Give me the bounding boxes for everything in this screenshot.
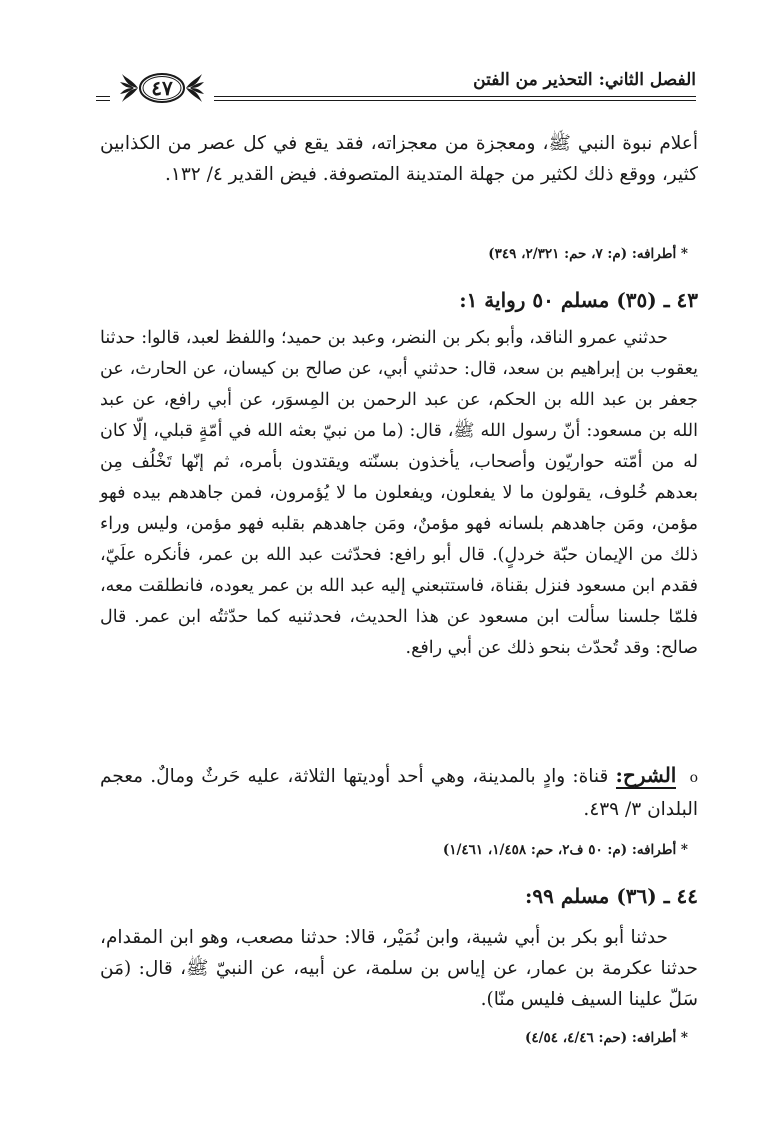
header-rule (214, 96, 696, 97)
intro-paragraph: أعلام نبوة النبي ﷺ، ومعجزة من معجزاته، فقد يقع في كل عصر من الكذابين كثير، ووقع ذلك لكثير من جهلة المتدينة المتصوفة. فيض القدير ٤/ ١٣٢. (100, 133, 698, 185)
chapter-title: الفصل الثاني: التحذير من الفتن (473, 70, 696, 90)
hadith-heading: ٤٤ ـ (٣٦) مسلم ٩٩: (525, 884, 698, 908)
page-number: ٤٧ (151, 76, 173, 100)
atraf-line: * أطرافه: (م: ٥٠ ف٢، حم: ١/٤٥٨، ١/٤٦١) (442, 842, 688, 858)
atraf-line: * أطرافه: (م: ٧، حم: ٢/٣٢١، ٣٤٩) (488, 246, 688, 262)
running-header (96, 62, 696, 110)
sharh-paragraph (100, 760, 698, 825)
sharh-text: قناة: وادٍ بالمدينة، وهي أحد أوديتها الثلاثة، عليه حَرثٌ ومالٌ. معجم البلدان ٣/ ٤٣٩. (100, 766, 698, 820)
hadith-heading: ٤٣ ـ (٣٥) مسلم ٥٠ رواية ١: (459, 288, 698, 312)
header-rule-left (96, 100, 110, 101)
header-rule-left (96, 96, 110, 97)
sharh-label: الشرح: (615, 763, 677, 787)
circle-marker: o (689, 770, 698, 786)
header-rule (214, 100, 696, 101)
hadith-text: حدثني عمرو الناقد، وأبو بكر بن النضر، وعبد بن حميد؛ واللفظ لعبد، قالوا: حدثنا يعقوب بن إبراهيم بن سعد، قال: حدثني أبي، عن صالح بن كيسان، عن الحارث، عن جعفر بن عبد الله بن الحكم، عن عبد الرحمن بن المِسوَر، عن أبي رافع، عن عبد الله بن مسعود: أنّ رسول الله ﷺ، قال: (ما من نبيّ بعثه الله في أمّةٍ قبلي، إلّا كان له من أمّته حواريّون وأصحاب، يأخذون بسنّته ويقتدون بأمره، ثم إنّها تَخْلُف مِن بعدهم خُلوف، يقولون ما لا يفعلون، ويفعلون ما لا يُؤمرون، فمن جاهدهم بيده فهو مؤمن، ومَن جاهدهم بلسانه فهو مؤمنٌ، ومَن جاهدهم بقلبه فهو مؤمن، وليس وراء ذلك من الإيمان حبّة خردلٍ). قال أبو رافع: فحدّثت عبد الله بن عمر، فأنكره علَيّ، فقدم ابن مسعود فنزل بقناة، فاستتبعني إليه عبد الله بن عمر يعوده، فانطلقت معه، فلمّا جلسنا سألت ابن مسعود عن هذا الحديث، فحدثنيه كما حدّثتُه ابن عمر. قال صالح: وقد تُحدّث بنحو ذلك عن أبي رافع. (100, 328, 698, 658)
atraf-line: * أطرافه: (حم: ٤/٤٦، ٤/٥٤) (524, 1030, 688, 1046)
page-number-ornament (114, 70, 210, 106)
hadith-text: حدثنا أبو بكر بن أبي شيبة، وابن نُمَيْر، قالا: حدثنا مصعب، وهو ابن المقدام، حدثنا عكرمة بن عمار، عن إياس بن سلمة، عن أبيه، عن النبيّ ﷺ، قال: (مَن سَلّ علينا السيف فليس منّا). (100, 927, 698, 1010)
